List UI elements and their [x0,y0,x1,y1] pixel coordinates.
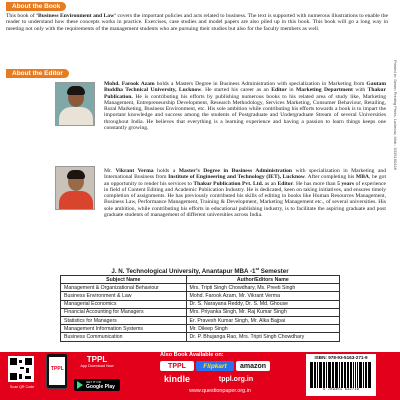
editor1-text: with [352,87,368,94]
editor1-name: Mohd. Farook Azam [104,81,155,87]
editor2-publisher: Thakur Publication Pvt. Ltd. [193,180,264,187]
editor2-text: of experience in field of Content Editing and Academic Publication Industry. He is dedicated, keen on taking initiatives, and ensures timely completion of assignments. He has previously contributed his skills of editing in books like Human Resources Management, Business Law, Performance Management, Training & Development, Marketing Management etc., of several universities. His sole ambition, while contributing his efforts in educational publishing industry, is to facilitate the aspiring graduate and post graduate students of management of different universities across India. [104,180,386,219]
editor2-role: Editor [277,180,294,187]
table-header-row [61,276,340,284]
kindle-logo[interactable]: kindle [163,374,190,384]
subject-cell: Business Communication [61,333,187,341]
app-subtitle: App Download Now [80,364,114,368]
editor1-dept: Marketing Department [296,87,353,94]
author-cell: Dr. S. Narayana Reddy, Dr. S. Md. Ghouse [186,300,339,308]
barcode-bar [351,362,352,388]
syllabus-title-end: Semester [259,268,289,276]
editor2-text: with specialization in Marketing and International Business from [104,168,387,181]
editor2-experience: 5 years [337,180,355,187]
about-book-paragraph [6,13,388,32]
editor2-prefix: Mr. [104,168,116,174]
app-name: TPPL [86,355,108,364]
gplay-big-text: Google Play [86,384,115,390]
subject-cell: Business Environment & Law [61,292,187,300]
editor1-text: holds a Masters Degree in Business Administration with specialization in Marketing from [154,81,367,87]
author-cell: Dr. P. Bhujanga Rao, Mrs. Tripti Singh Chowdhary [186,333,339,341]
isbn-digits: 9 789351 632719 [322,388,359,392]
book-title-bold: ‘Business Environment and Law’ [36,13,116,19]
editor1-photo [55,82,95,126]
about-book-text-2: covers the important policies and acts related to business. The text is supported with numerous illustrations to enable the reader to understand how these concepts works in practice. Exercises, case studies and model papers are also piled up in this book. This book will go a long way in meeting not only with the requirements of the management students who are pursuing their studies but also for the faculty members as well. [6,13,388,32]
qr-code[interactable] [8,356,34,382]
editor2-bio-top [104,168,386,218]
app-promo [72,355,122,368]
author-cell: Er. Pravesh Kumar Singh, Mr. Alka Bajpai [186,316,339,324]
author-cell: Mr. Dileep Singh [186,325,339,333]
gplay-small-text: GET IT ON [86,380,101,384]
website-link[interactable]: www.questionpaper.org.in [189,388,251,394]
qr-label: Scan QR Code [9,385,35,389]
table-row [61,316,340,324]
editor2-degree: Master’s Degree in Business Administration [178,168,293,174]
amazon-logo[interactable]: amazon [236,361,270,371]
subject-cell: Management Information Systems [61,325,187,333]
editor1-text: . He started his career as an [201,87,272,94]
barcode-bar [311,362,312,388]
editor1-text: in [286,87,297,94]
editor2-mba: MBA [355,174,369,181]
table-row [61,284,340,292]
editor2-text: . He has more than [293,180,338,187]
subject-cell: Management & Organizational Behaviour [61,284,187,292]
phone-app-name: TPPL [51,366,64,372]
editor1-bio [104,81,386,131]
table-row [61,292,340,300]
editor2-text: as an [263,180,278,187]
editor2-text: , he got an opportunity to render his services to [104,174,386,187]
isbn-label: ISBN: 978-93-5163-271-9 [314,355,368,360]
tppl-store-logo[interactable]: TPPL [160,361,194,371]
editor2-text: . After completing his [304,174,356,181]
barcode-bar [333,362,334,388]
syllabus-table [60,275,340,342]
table-row [61,333,340,341]
table-row [61,308,340,316]
column-header: Author/Editors Name [186,276,339,284]
syllabus-title-text: J. N. Technological University, Anantapur MBA -1 [111,268,256,276]
editor2-name: Vikrant Verma [115,168,154,174]
author-cell: Mrs. Priyanka Singh, Mr. Raj Kumar Singh [186,308,339,316]
barcode-bar [330,362,331,388]
barcode-bar [355,362,356,388]
play-store-icon [77,381,83,389]
editor2-photo [55,166,95,210]
google-play-button[interactable] [74,379,120,391]
available-on-label: Also Book Available on: [160,352,224,358]
table-row [61,325,340,333]
about-book-heading: About the Book [6,2,66,11]
barcode [310,362,372,388]
barcode-bar [337,362,338,388]
subject-cell: Managerial Economics [61,300,187,308]
author-cell: Mrs. Tripti Singh Chowdhary, Ms. Preeti Singh [186,284,339,292]
subject-cell: Statistics for Managers [61,316,187,324]
editor1-role: Editor [271,87,287,94]
barcode-bar [326,362,327,388]
barcode-bar [366,362,367,388]
editor2-text: holds a [153,168,179,174]
isbn-block [306,354,376,396]
editor1-university: Gautam Buddha Technical University, Lucknow [104,81,386,94]
column-header: Subject Name [61,276,187,284]
phone-icon [46,353,68,389]
about-book-text-1: This book of [6,13,37,19]
editor2-institute: Institute of Engineering and Technology (IET), Lucknow [168,174,305,181]
about-editor-heading: About the Editor [6,69,69,78]
table-row [61,300,340,308]
flipkart-logo[interactable]: Flipkart [196,361,234,371]
subject-cell: Financial Accounting for Managers [61,308,187,316]
syllabus-title-sup: st [255,266,260,271]
editor1-text: He is contributing his efforts by publishing numerous books to his related area of study like, Marketing Management, Entrepreneurship Development, Research Methodology, Services Marketing, Consumer Behaviour, Retailing, Rural Marketing, Business Environment, etc. His sole ambition while contributing his efforts towards a book is to impart the important knowledge and success among the students of Postgraduate and Undergraduate Stream of several Universities throughout India. He believes that everything is a learning experience and having a passion to learn things keeps one constantly growing. [104,93,386,132]
syllabus-title [0,266,400,275]
barcode-bar [315,362,316,388]
editor1-publisher: Thakur Publication. [104,87,386,100]
author-cell: Mohd. Farook Azam, Mr. Vikrant Verma [186,292,339,300]
printer-info: Printed in: Seven Printing Prints, Lucknow, Mob.: 9335160428 [393,60,398,170]
tppl-website-link[interactable]: tppl.org.in [218,375,254,383]
barcode-bar [370,362,371,388]
